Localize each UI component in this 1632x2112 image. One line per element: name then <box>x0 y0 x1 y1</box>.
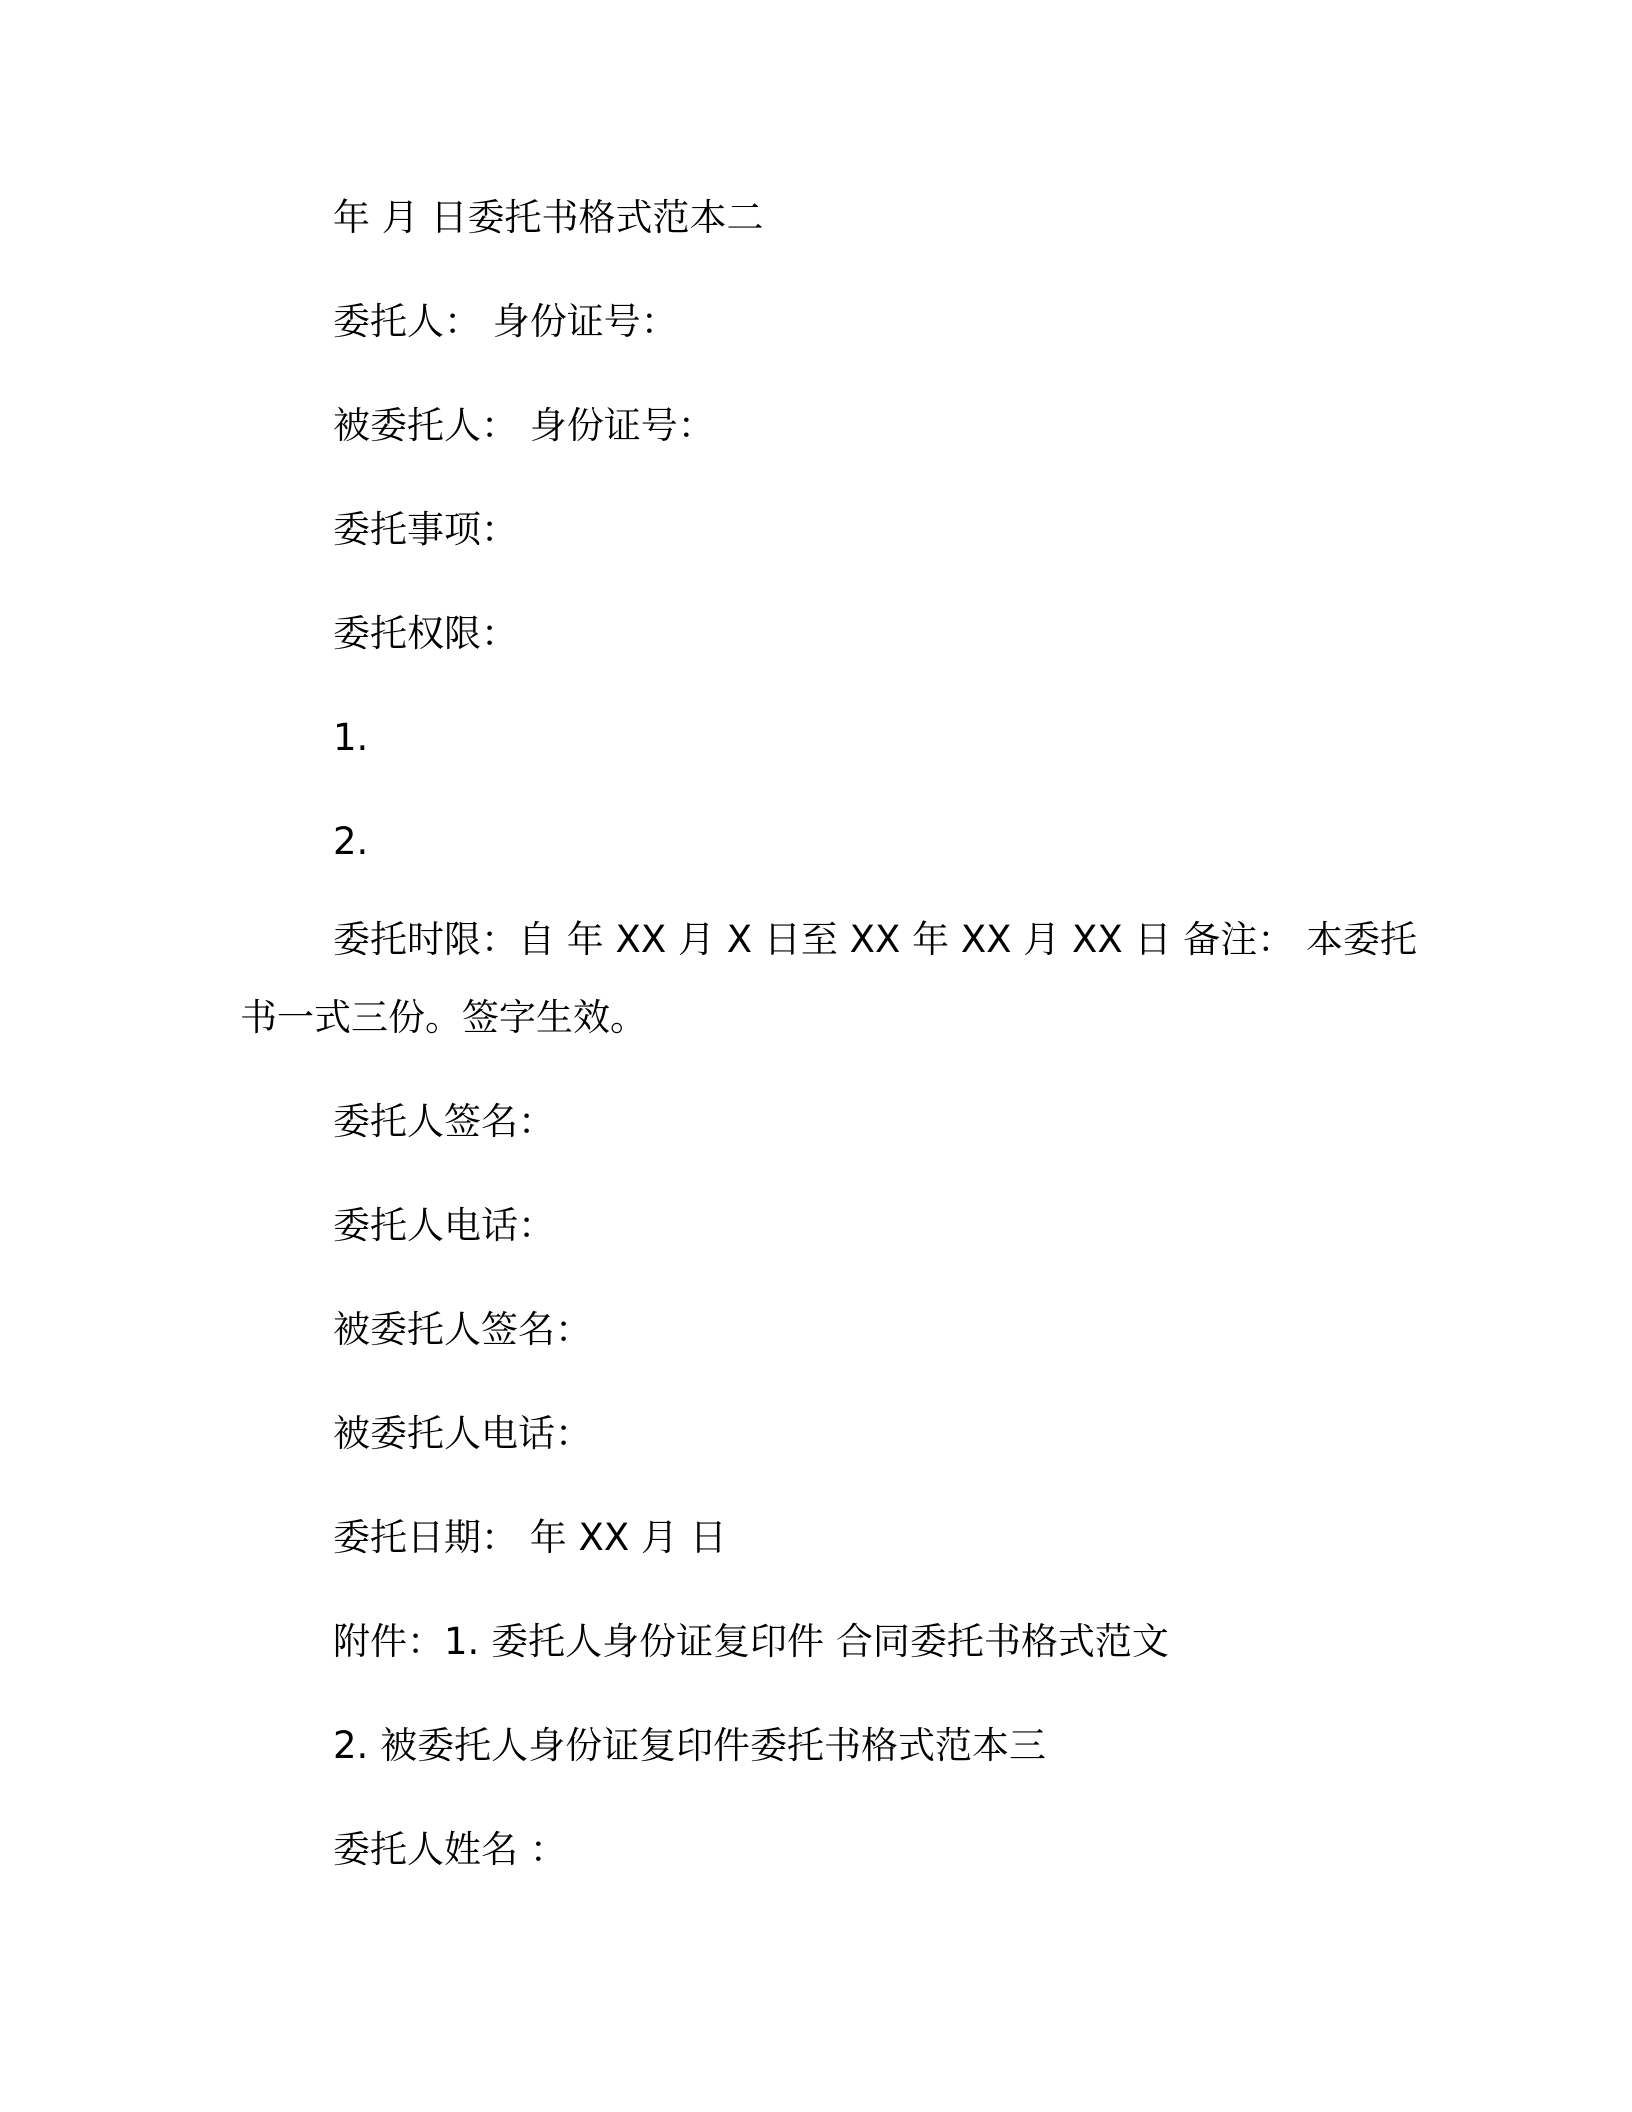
term-continuation-line: 书一式三份。签字生效。 <box>240 996 647 1039</box>
term-line: 委托时限：自 年 XX 月 X 日至 XX 年 XX 月 XX 日 备注： 本委托 <box>333 918 1418 961</box>
item-1-line: 1. <box>333 716 369 759</box>
principal-name-line: 委托人姓名 ： <box>333 1828 567 1871</box>
item-2-line: 2. <box>333 820 369 863</box>
attachment-1-line: 附件：1. 委托人身份证复印件 合同委托书格式范文 <box>333 1620 1169 1663</box>
entrust-date-line: 委托日期： 年 XX 月 日 <box>333 1516 727 1559</box>
principal-phone-line: 委托人电话： <box>333 1204 555 1247</box>
agent-line: 被委托人： 身份证号： <box>333 404 715 447</box>
attachment-2-line: 2. 被委托人身份证复印件委托书格式范本三 <box>333 1724 1047 1767</box>
agent-phone-line: 被委托人电话： <box>333 1412 592 1455</box>
principal-line: 委托人： 身份证号： <box>333 300 678 343</box>
authority-line: 委托权限： <box>333 612 518 655</box>
agent-signature-line: 被委托人签名： <box>333 1308 592 1351</box>
matters-line: 委托事项： <box>333 508 518 551</box>
heading-line: 年 月 日委托书格式范本二 <box>333 196 764 239</box>
principal-signature-line: 委托人签名： <box>333 1100 555 1143</box>
